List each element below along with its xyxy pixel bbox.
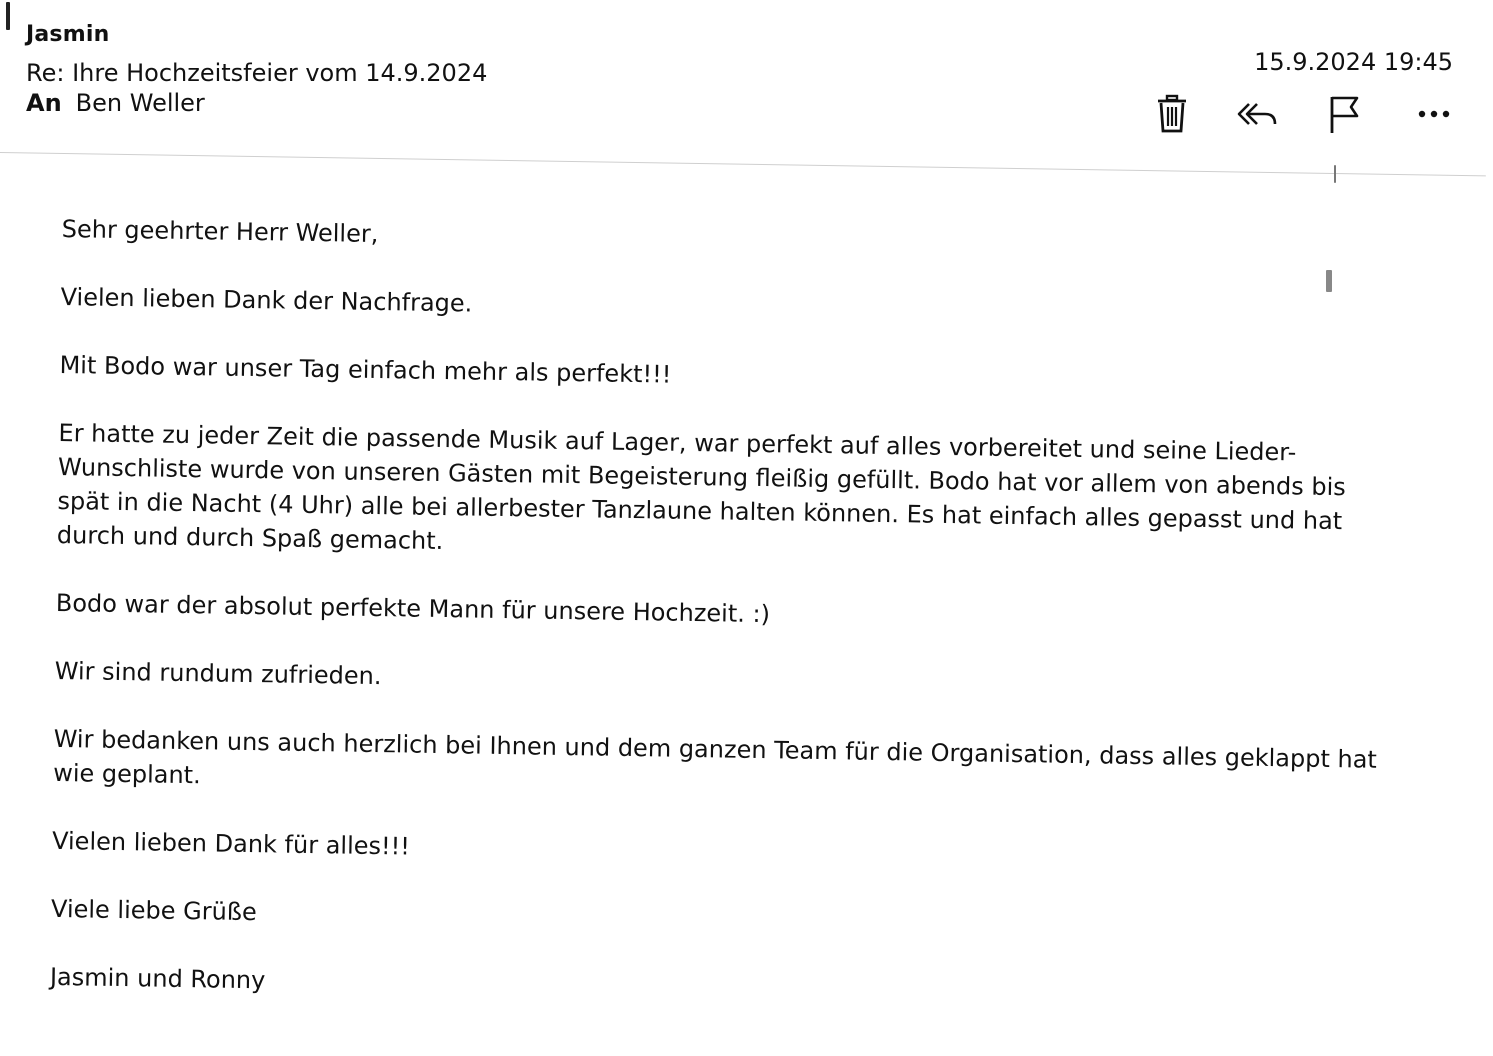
email-timestamp: 15.9.2024 19:45 [1254, 48, 1453, 76]
flag-button[interactable] [1322, 92, 1366, 136]
body-paragraph: Bodo war der absolut perfekte Mann für unsere Hochzeit. :) [55, 588, 771, 629]
sender-name: Jasmin [26, 22, 110, 47]
to-label: An [26, 89, 62, 117]
header-divider [0, 152, 1486, 176]
body-paragraph: Mit Bodo war unser Tag einfach mehr als perfekt!!! [59, 350, 672, 389]
body-paragraph: Viele liebe Grüße [50, 894, 257, 927]
body-paragraph: Vielen lieben Dank der Nachfrage. [60, 282, 473, 318]
body-paragraph: Jasmin und Ronny [49, 962, 266, 995]
scan-speck [1326, 270, 1332, 292]
trash-icon [1155, 94, 1189, 134]
delete-button[interactable] [1150, 92, 1194, 136]
more-icon [1416, 108, 1452, 120]
more-options-button[interactable] [1412, 92, 1456, 136]
body-paragraph: Vielen lieben Dank für alles!!! [51, 826, 411, 861]
scan-speck [1334, 165, 1336, 183]
body-paragraph: Er hatte zu jeder Zeit die passende Musik auf Lager, war perfekt auf alles vorbereitet und seine Lieder-Wunschliste wurde von unseren Gästen mit Begeisterung fleißig gefüllt. Bodo hat vor allem von abends bis spät in die Nacht (4 Uhr) alle bei allerbester Tanzlaune halten können. Es hat einfach alles gepasst und hat durch und durch Spaß gemacht. [56, 418, 1346, 556]
reply-all-button[interactable] [1236, 92, 1280, 136]
message-toolbar [1150, 92, 1460, 138]
body-paragraph: Wir bedanken uns auch herzlich bei Ihnen und dem ganzen Team für die Organisation, dass alles geklappt hat wie geplant. [52, 724, 1378, 790]
reply-all-icon [1237, 98, 1279, 130]
recipient-row [26, 89, 205, 117]
body-paragraph: Sehr geehrter Herr Weller, [61, 214, 379, 248]
body-paragraph: Wir sind rundum zufrieden. [54, 656, 382, 691]
email-body [49, 212, 1402, 1049]
recipient-name[interactable]: Ben Weller [75, 89, 205, 117]
email-subject: Re: Ihre Hochzeitsfeier vom 14.9.2024 [26, 59, 488, 87]
scan-speck [6, 2, 10, 30]
flag-icon [1327, 93, 1361, 135]
